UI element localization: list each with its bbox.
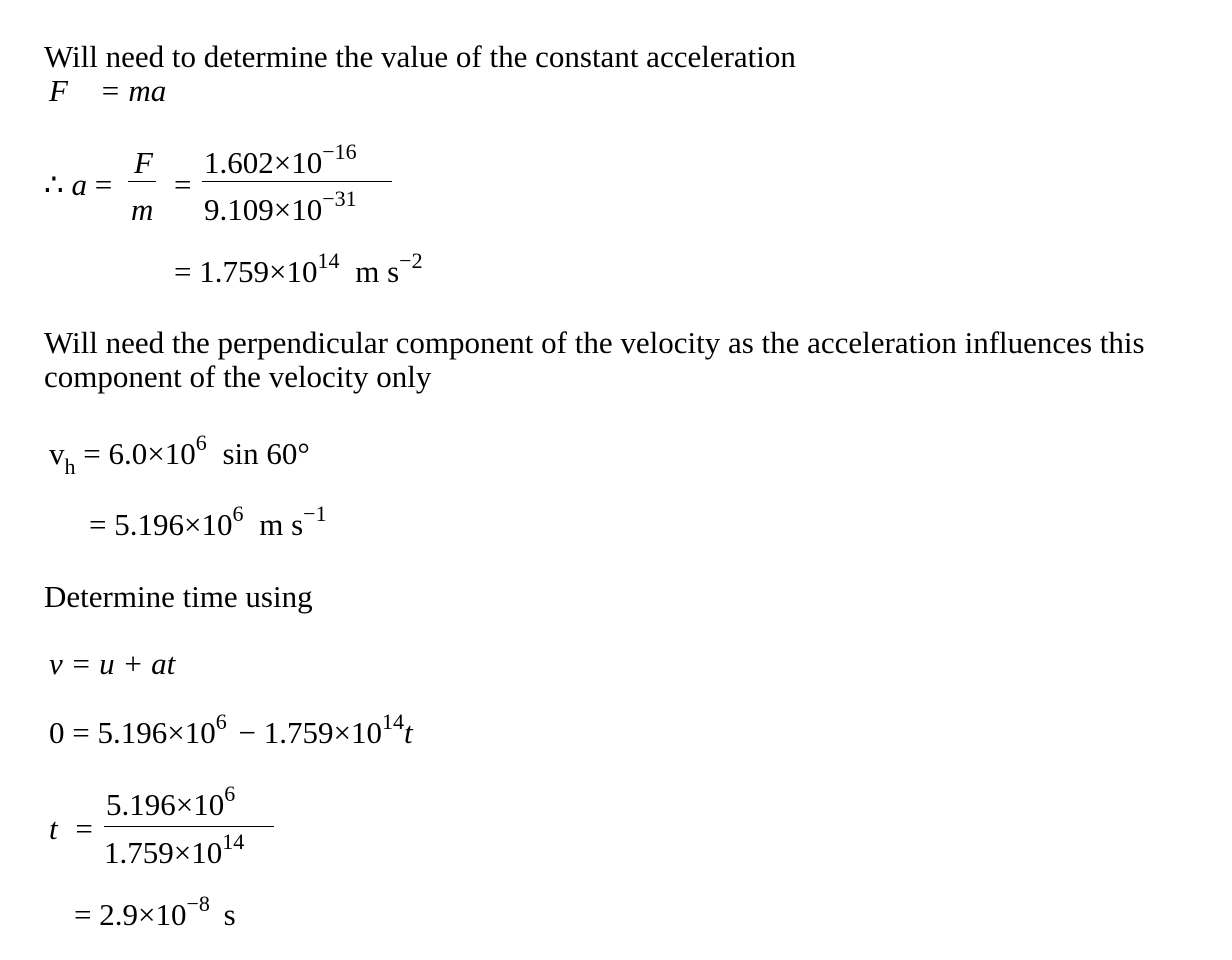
equation-acceleration-result: = $1.759\times 10^{14}$ m $s^{-2}$ xyxy=(174,248,423,289)
fraction-numerator-charge: $1.602\times 10^{-16}$ xyxy=(204,139,357,180)
fraction-numerator-f: F xyxy=(134,145,153,180)
time-paragraph: Determine time using xyxy=(44,579,313,614)
fraction-denominator-mass: $9.109\times 10^{-31}$ xyxy=(204,186,357,227)
time-fraction-denominator: $1.759\times 10^{14}$ xyxy=(104,829,245,870)
equation-perpendicular-velocity: $v_h = 6.0\times 10^6$ sin 60° xyxy=(49,430,310,479)
fraction-denominator-m: m xyxy=(131,192,154,227)
fraction-bar-numeric xyxy=(202,181,392,182)
equals-sign: = xyxy=(94,167,113,202)
intro-paragraph: Will need to determine the value of the constant acceleration xyxy=(44,39,796,74)
equals-sign-2: = xyxy=(174,167,192,202)
velocity-paragraph-line1: Will need the perpendicular component of the velocity as the acceleration influences this xyxy=(44,325,1145,360)
therefore-symbol: ∴ xyxy=(44,167,64,202)
equation-time-result: = $2.9\times 10^{-8}$ s xyxy=(74,891,236,932)
acceleration-symbol: a xyxy=(71,167,87,202)
time-fraction-bar xyxy=(104,826,274,827)
force-rhs: = ma xyxy=(99,73,167,108)
equation-time-substitution: $0 = 5.196\times 10^6 - 1.759\times 10^{14}t$ xyxy=(49,709,413,750)
force-symbol: F xyxy=(49,73,68,108)
equation-velocity-result: = $5.196\times 10^6$ m $s^{-1}$ xyxy=(89,501,327,542)
equation-kinematics: v = u + at xyxy=(49,646,176,681)
equation-time-lhs: t = xyxy=(49,811,93,846)
fraction-bar-f-over-m xyxy=(128,181,156,182)
equation-newton xyxy=(49,74,166,108)
equation-acceleration-lhs xyxy=(44,168,112,202)
velocity-paragraph-line2: component of the velocity only xyxy=(44,359,432,394)
time-fraction-numerator: $5.196\times 10^6$ xyxy=(106,781,236,822)
